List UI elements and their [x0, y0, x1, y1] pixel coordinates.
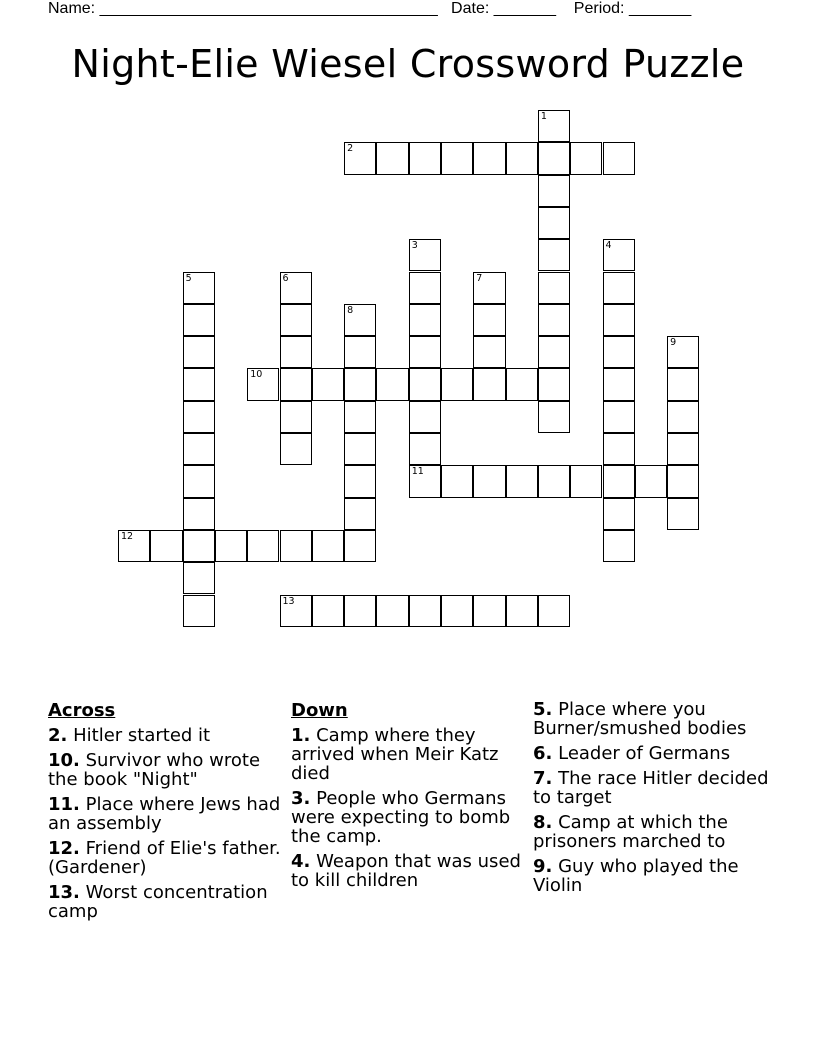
crossword-cell[interactable] [183, 272, 215, 304]
crossword-cell[interactable] [667, 498, 699, 530]
crossword-cell[interactable] [409, 239, 441, 271]
crossword-cell[interactable] [409, 368, 441, 400]
crossword-cell[interactable] [538, 207, 570, 239]
crossword-cell[interactable] [280, 368, 312, 400]
clue-number: 5 [185, 272, 192, 284]
crossword-cell[interactable] [312, 530, 344, 562]
clue-number: 12 [121, 530, 134, 542]
crossword-cell[interactable] [183, 368, 215, 400]
clue-number: 6 [282, 272, 289, 284]
crossword-cell[interactable] [538, 142, 570, 174]
crossword-cell[interactable] [667, 368, 699, 400]
clue-down-5: 5. Place where you Burner/smushed bodies [533, 699, 747, 739]
crossword-cell[interactable] [183, 336, 215, 368]
clue-number: 1 [540, 111, 547, 122]
crossword-cell[interactable] [603, 304, 635, 336]
clue-across-11: 11. Place where Jews had an assembly [48, 794, 281, 834]
crossword-cell[interactable] [183, 304, 215, 336]
crossword-cell[interactable] [473, 336, 505, 368]
crossword-cell[interactable] [344, 304, 376, 336]
crossword-cell[interactable] [473, 304, 505, 336]
across-clues [48, 700, 284, 927]
clue-down-9: 9. Guy who played the Violin [533, 856, 739, 896]
crossword-cell[interactable] [344, 142, 376, 174]
crossword-cell[interactable] [538, 368, 570, 400]
crossword-cell[interactable] [409, 401, 441, 433]
crossword-cell[interactable] [215, 530, 247, 562]
crossword-cell[interactable] [538, 401, 570, 433]
crossword-cell[interactable] [603, 368, 635, 400]
clue-number: 3 [411, 240, 418, 252]
clue-across-12: 12. Friend of Elie's father. (Gardener) [48, 838, 281, 878]
page-title: Night-Elie Wiesel Crossword Puzzle [71, 42, 745, 86]
crossword-cell[interactable] [506, 142, 538, 174]
crossword-cell[interactable] [344, 530, 376, 562]
clue-down-7: 7. The race Hitler decided to target [533, 768, 769, 808]
crossword-cell[interactable] [312, 368, 344, 400]
crossword-cell[interactable] [538, 272, 570, 304]
crossword-cell[interactable] [473, 272, 505, 304]
crossword-cell[interactable] [603, 465, 635, 497]
crossword-cell[interactable] [538, 595, 570, 627]
crossword-cell[interactable] [183, 433, 215, 465]
clue-down-6: 6. Leader of Germans [533, 743, 731, 764]
crossword-cell[interactable] [538, 304, 570, 336]
crossword-cell[interactable] [441, 142, 473, 174]
crossword-cell[interactable] [473, 465, 505, 497]
crossword-cell[interactable] [280, 530, 312, 562]
down-heading: Down [291, 700, 348, 721]
clue-number: 13 [282, 595, 295, 607]
clue-number: 9 [670, 337, 677, 349]
clue-down-4: 4. Weapon that was used to kill children [291, 851, 521, 891]
crossword-cell[interactable] [344, 368, 376, 400]
clue-across-2: 2. Hitler started it [48, 725, 211, 746]
clue-across-10: 10. Survivor who wrote the book "Night" [48, 750, 261, 790]
crossword-cell[interactable] [312, 595, 344, 627]
crossword-cell[interactable] [344, 336, 376, 368]
clue-number: 7 [476, 272, 483, 284]
crossword-cell[interactable] [409, 433, 441, 465]
crossword-cell[interactable] [183, 530, 215, 562]
crossword-cell[interactable] [280, 336, 312, 368]
crossword-cell[interactable] [603, 272, 635, 304]
crossword-cell[interactable] [635, 465, 667, 497]
crossword-cell[interactable] [280, 272, 312, 304]
crossword-cell[interactable] [473, 142, 505, 174]
crossword-cell[interactable] [247, 368, 279, 400]
crossword-cell[interactable] [506, 368, 538, 400]
crossword-cell[interactable] [183, 562, 215, 594]
crossword-cell[interactable] [344, 401, 376, 433]
crossword-cell[interactable] [409, 272, 441, 304]
clue-down-8: 8. Camp at which the prisoners marched to [533, 812, 728, 852]
crossword-cell[interactable] [280, 595, 312, 627]
crossword-cell[interactable] [376, 595, 408, 627]
crossword-cell[interactable] [280, 304, 312, 336]
crossword-cell[interactable] [570, 142, 602, 174]
clue-number: 8 [347, 304, 354, 316]
crossword-cell[interactable] [667, 336, 699, 368]
crossword-cell[interactable] [538, 175, 570, 207]
clue-down-1: 1. Camp where they arrived when Meir Katz died [291, 725, 499, 784]
crossword-cell[interactable] [183, 401, 215, 433]
clue-number: 10 [250, 369, 263, 381]
down-clues-1 [291, 700, 527, 896]
clue-down-3: 3. People who Germans were expecting to bomb the camp. [291, 788, 511, 847]
crossword-cell[interactable] [603, 401, 635, 433]
clue-number: 4 [605, 240, 612, 252]
crossword-cell[interactable] [441, 368, 473, 400]
crossword-cell[interactable] [409, 465, 441, 497]
crossword-cell[interactable] [603, 498, 635, 530]
crossword-cell[interactable] [376, 142, 408, 174]
crossword-cell[interactable] [409, 304, 441, 336]
crossword-cell[interactable] [603, 239, 635, 271]
crossword-cell[interactable] [344, 433, 376, 465]
crossword-cell[interactable] [376, 368, 408, 400]
crossword-cell[interactable] [183, 465, 215, 497]
crossword-cell[interactable] [409, 595, 441, 627]
crossword-cell[interactable] [441, 595, 473, 627]
crossword-cell[interactable] [538, 110, 570, 142]
crossword-cell[interactable] [506, 465, 538, 497]
crossword-cell[interactable] [506, 595, 538, 627]
crossword-cell[interactable] [280, 401, 312, 433]
clue-across-13: 13. Worst concentration camp [48, 882, 268, 922]
crossword-cell[interactable] [183, 595, 215, 627]
crossword-cell[interactable] [603, 530, 635, 562]
crossword-cell[interactable] [603, 142, 635, 174]
clue-number: 11 [411, 466, 424, 478]
crossword-cell[interactable] [441, 465, 473, 497]
crossword-cell[interactable] [570, 465, 602, 497]
crossword-cell[interactable] [344, 465, 376, 497]
clue-number: 2 [347, 143, 354, 155]
crossword-cell[interactable] [409, 336, 441, 368]
down-clues-2 [533, 700, 769, 901]
crossword-cell[interactable] [344, 595, 376, 627]
crossword-cell[interactable] [280, 433, 312, 465]
crossword-cell[interactable] [118, 530, 150, 562]
crossword-cell[interactable] [667, 433, 699, 465]
crossword-cell[interactable] [538, 465, 570, 497]
crossword-cell[interactable] [538, 239, 570, 271]
crossword-cell[interactable] [473, 368, 505, 400]
crossword-cell[interactable] [538, 336, 570, 368]
crossword-cell[interactable] [409, 142, 441, 174]
crossword-cell[interactable] [183, 498, 215, 530]
crossword-cell[interactable] [473, 595, 505, 627]
student-info-line: Name: ______________________________________ Date: _______ Period: _______ [48, 0, 692, 17]
crossword-cell[interactable] [603, 336, 635, 368]
crossword-cell[interactable] [150, 530, 182, 562]
crossword-cell[interactable] [667, 401, 699, 433]
crossword-cell[interactable] [344, 498, 376, 530]
crossword-cell[interactable] [247, 530, 279, 562]
across-heading: Across [48, 700, 116, 721]
crossword-cell[interactable] [603, 433, 635, 465]
crossword-cell[interactable] [667, 465, 699, 497]
